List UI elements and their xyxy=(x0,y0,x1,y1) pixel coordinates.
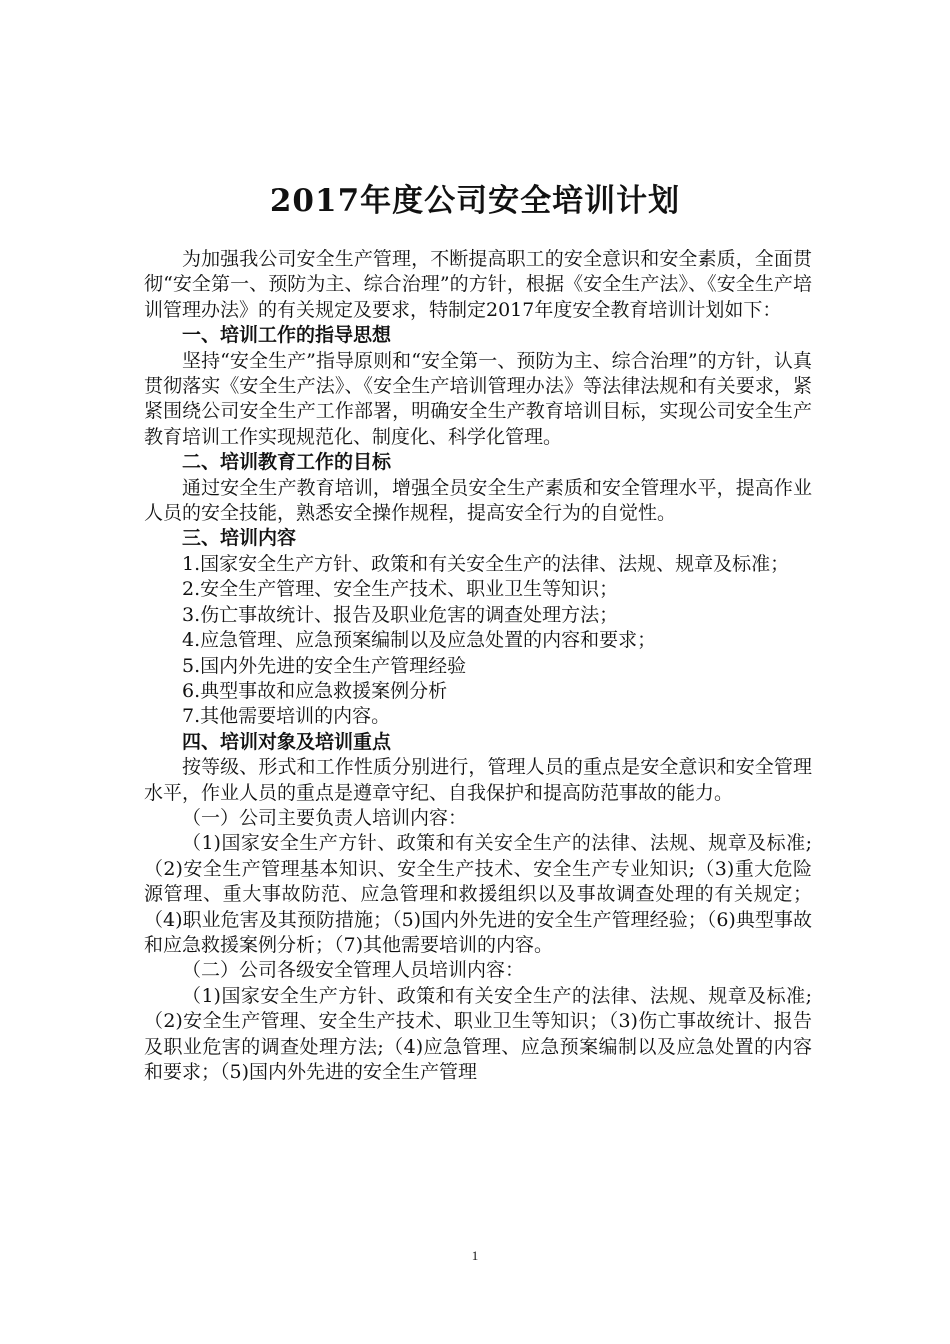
section-heading-1: 一、培训工作的指导思想 xyxy=(182,324,392,347)
intro-paragraph: 为加强我公司安全生产管理，不断提高职工的安全意识和安全素质，全面贯彻“安全第一、预防为主、综合治理”的方针，根据《安全生产法》、《安全生产培训管理办法》的有关规定及要求，特制定2017年度安全教育培训计划如下： xyxy=(144,248,812,321)
document-body xyxy=(144,247,812,1085)
list-item: 2.安全生产管理、安全生产技术、职业卫生等知识； xyxy=(182,578,619,601)
page-number: 1 xyxy=(471,1248,479,1263)
section-paragraph-1: 坚持“安全生产”指导原则和“安全第一、预防为主、综合治理”的方针，认真贯彻落实《安全生产法》、《安全生产培训管理办法》等法律法规和有关要求，紧紧围绕公司安全生产工作部署，明确安全生产教育培训目标，实现公司安全生产教育培训工作实现规范化、制度化、科学化管理。 xyxy=(144,349,812,448)
list-item: 7.其他需要培训的内容。 xyxy=(182,705,391,728)
section-paragraph-4: 按等级、形式和工作性质分别进行，管理人员的重点是安全意识和安全管理水平，作业人员的重点是遵章守纪、自我保护和提高防范事故的能力。 xyxy=(144,756,812,804)
list-item: 4.应急管理、应急预案编制以及应急处置的内容和要求； xyxy=(182,629,657,652)
subsection-paragraph-2: （1)国家安全生产方针、政策和有关安全生产的法律、法规、规章及标准;（2)安全生产管理、安全生产技术、职业卫生等知识；（3)伤亡事故统计、报告及职业危害的调查处理方法;（4)应急管理、应急预案编制以及应急处置的内容和要求；（5)国内外先进的安全生产管理 xyxy=(144,984,812,1083)
subsection-heading-1: （一）公司主要负责人培训内容： xyxy=(182,806,468,829)
section-heading-4: 四、培训对象及培训重点 xyxy=(182,730,392,753)
document-title: 2017年度公司安全培训计划 xyxy=(269,183,681,219)
list-item: 6.典型事故和应急救援案例分析 xyxy=(182,679,448,702)
section-paragraph-2: 通过安全生产教育培训，增强全员安全生产素质和安全管理水平，提高作业人员的安全技能，熟悉安全操作规程，提高安全行为的自觉性。 xyxy=(144,476,812,525)
list-item: 1.国家安全生产方针、政策和有关安全生产的法律、法规、规章及标准； xyxy=(182,552,790,575)
subsection-heading-2: （二）公司各级安全管理人员培训内容： xyxy=(182,959,525,982)
subsection-paragraph-1: （1)国家安全生产方针、政策和有关安全生产的法律、法规、规章及标准;（2)安全生产管理基本知识、安全生产技术、安全生产专业知识;（3)重大危险源管理、重大事故防范、应急管理和救援组织以及事故调查处理的有关规定；（4)职业危害及其预防措施；（5)国内外先进的安全生产管理经验；（6)典型事故和应急救援案例分析；（7)其他需要培训的内容。 xyxy=(144,832,812,956)
section-heading-2: 二、培训教育工作的目标 xyxy=(182,451,392,474)
section-heading-3: 三、培训内容 xyxy=(182,527,297,550)
list-item: 3.伤亡事故统计、报告及职业危害的调查处理方法； xyxy=(182,603,619,626)
list-item: 5.国内外先进的安全生产管理经验 xyxy=(182,654,467,677)
